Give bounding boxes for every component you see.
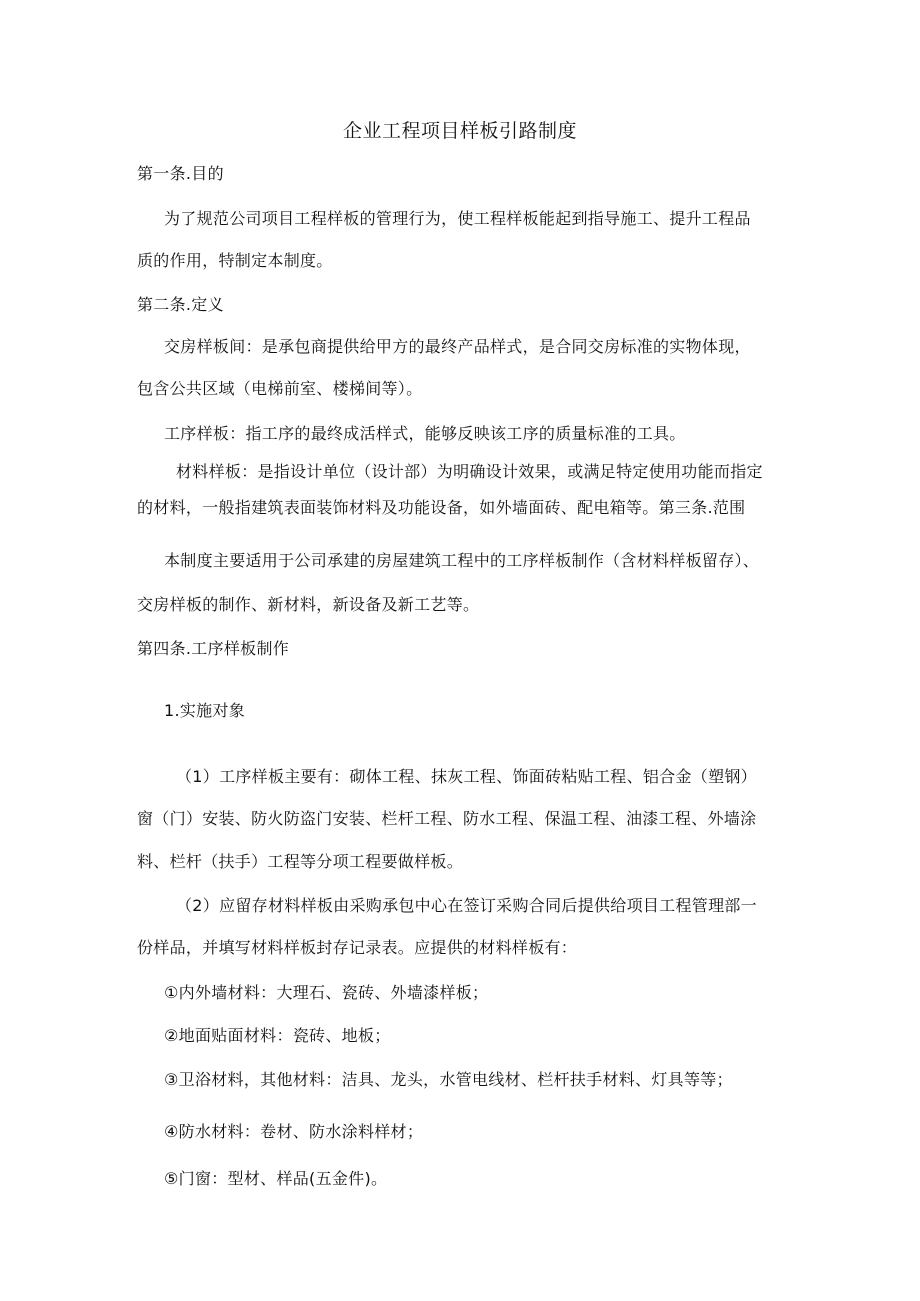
item-2-line-1: （2）应留存材料样板由采购承包中心在签订采购合同后提供给项目工程管理部一: [176, 896, 757, 915]
material-item-2: ②地面贴面材料：瓷砖、地板；: [164, 1026, 391, 1045]
document-title: 企业工程项目样板引路制度: [342, 120, 577, 142]
article-2-definition-2: 工序样板：指工序的最终成活样式，能够反映该工序的质量标准的工具。: [164, 424, 686, 443]
item-1-line-3: 料、栏杆（扶手）工程等分项工程要做样板。: [137, 852, 464, 871]
article-2-definition-3-line-1: 材料样板：是指设计单位（设计部）为明确设计效果，或满足特定使用功能而指定: [176, 462, 763, 481]
material-item-5: ⑤门窗：型材、样品(五金件)。: [164, 1169, 388, 1188]
article-4-heading: 第四条.工序样板制作: [137, 639, 290, 658]
material-item-1: ①内外墙材料：大理石、瓷砖、外墙漆样板；: [164, 983, 489, 1002]
article-1-paragraph-line-1: 为了规范公司项目工程样板的管理行为，使工程样板能起到指导施工、提升工程品: [164, 209, 751, 228]
article-2-definition-1-line-1: 交房样板间：是承包商提供给甲方的最终产品样式，是合同交房标准的实物体现，: [164, 337, 751, 356]
item-2-line-2: 份样品，并填写材料样板封存记录表。应提供的材料样板有：: [137, 938, 578, 957]
section-1-heading: 1.实施对象: [164, 701, 246, 720]
article-2-definition-1-line-2: 包含公共区域（电梯前室、楼梯间等）。: [137, 379, 423, 398]
article-1-heading: 第一条.目的: [137, 164, 224, 183]
material-item-4: ④防水材料：卷材、防水涂料样材；: [164, 1122, 424, 1141]
article-2-definition-3-line-2: 的材料，一般指建筑表面装饰材料及功能设备，如外墙面砖、配电箱等。第三条.范围: [137, 498, 746, 517]
article-3-paragraph-line-1: 本制度主要适用于公司承建的房屋建筑工程中的工序样板制作（含材料样板留存）、: [164, 551, 760, 570]
item-1-line-1: （1）工序样板主要有：砌体工程、抹灰工程、饰面砖粘贴工程、铝合金（塑钢）: [176, 767, 757, 786]
material-item-3: ③卫浴材料，其他材料：洁具、龙头，水管电线材、栏杆扶手材料、灯具等等；: [164, 1070, 733, 1089]
article-3-paragraph-line-2: 交房样板的制作、新材料，新设备及新工艺等。: [137, 595, 480, 614]
item-1-line-2: 窗（门）安装、防火防盗门安装、栏杆工程、防水工程、保温工程、油漆工程、外墙涂: [137, 809, 757, 828]
article-1-paragraph-line-2: 质的作用，特制定本制度。: [137, 251, 333, 270]
article-2-heading: 第二条.定义: [137, 295, 224, 314]
